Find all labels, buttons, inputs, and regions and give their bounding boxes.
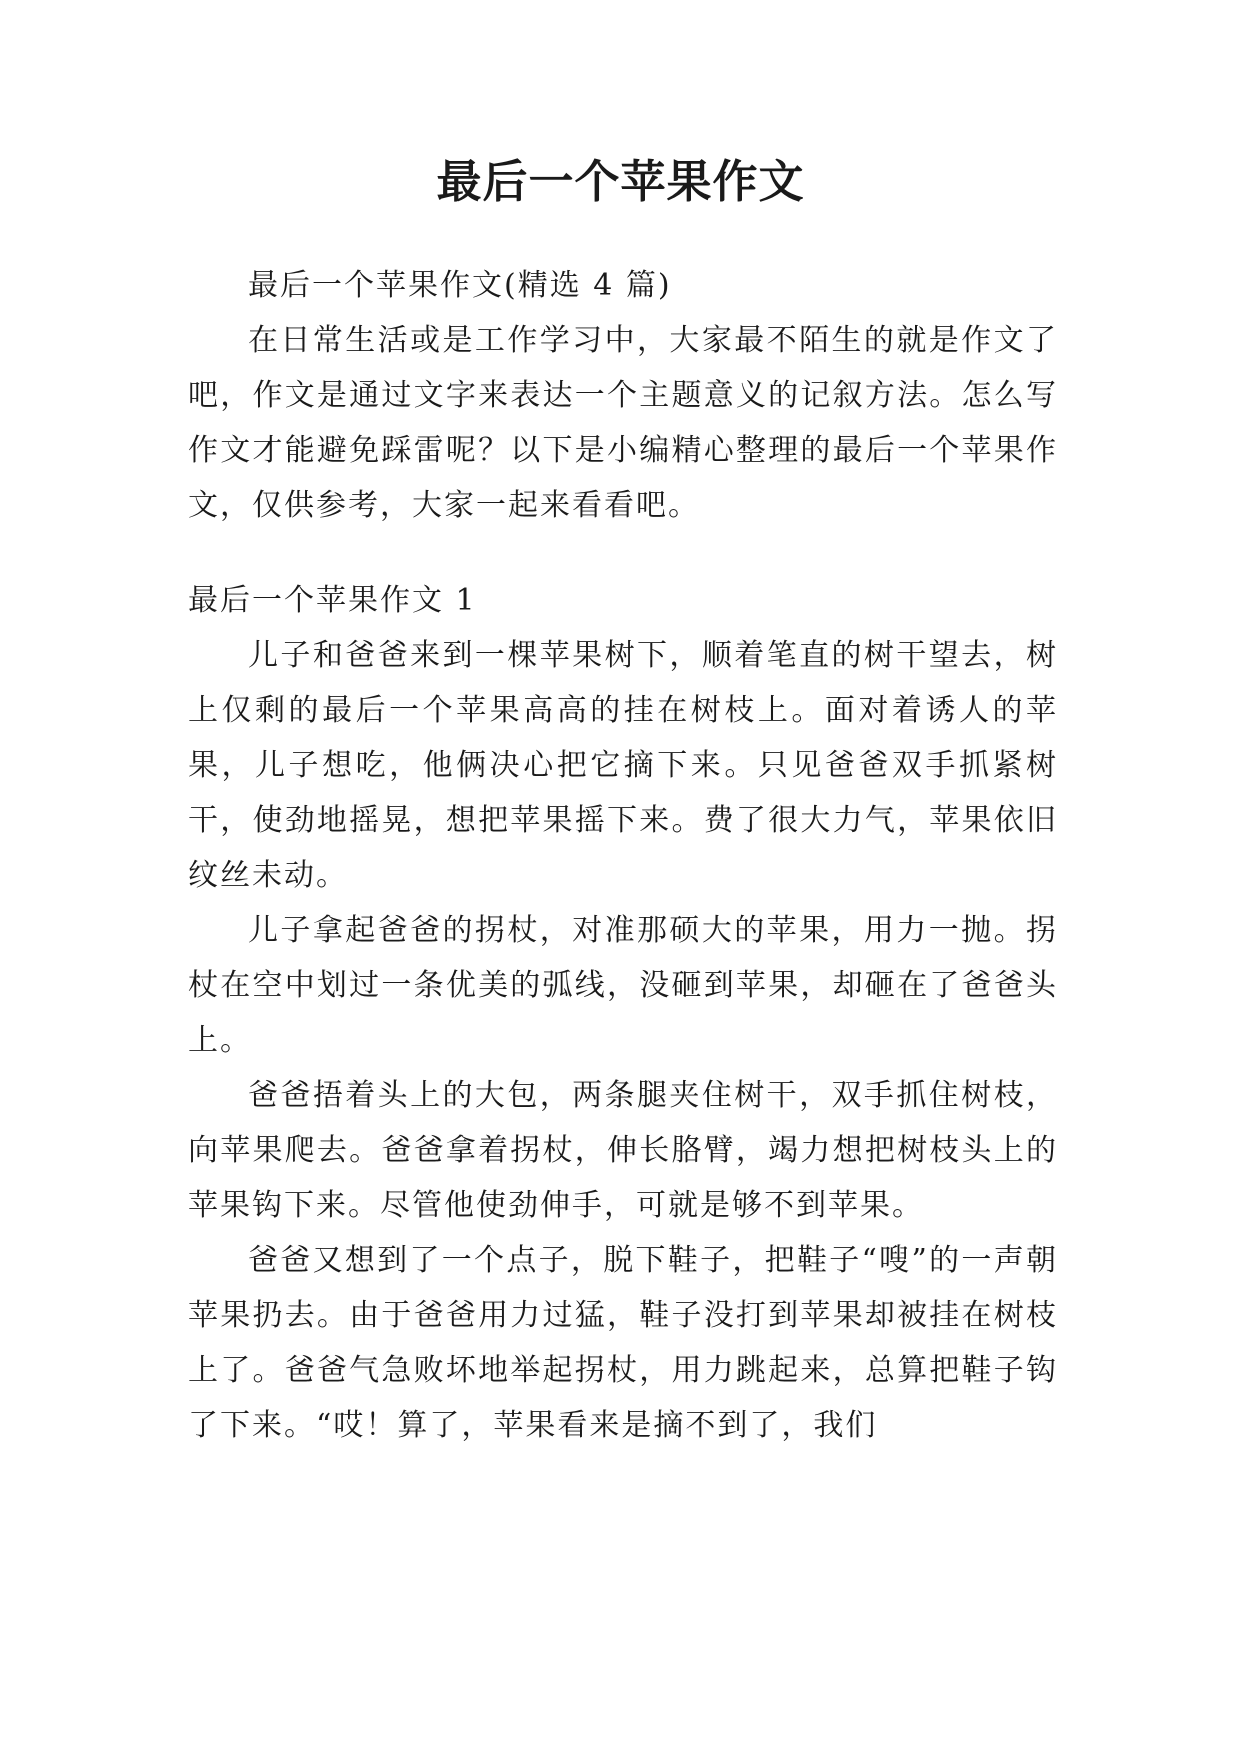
document-body	[188, 258, 1058, 1453]
section-heading: 最后一个苹果作文 1	[188, 583, 477, 618]
document-subtitle: 最后一个苹果作文(精选 4 篇)	[248, 268, 672, 303]
body-paragraph: 儿子和爸爸来到一棵苹果树下，顺着笔直的树干望去，树上仅剩的最后一个苹果高高的挂在树枝上。面对着诱人的苹果，儿子想吃，他俩决心把它摘下来。只见爸爸双手抓紧树干，使劲地摇晃，想把苹果摇下来。费了很大力气，苹果依旧纹丝未动。	[188, 638, 1058, 893]
body-paragraph: 爸爸捂着头上的大包，两条腿夹住树干，双手抓住树枝，向苹果爬去。爸爸拿着拐杖，伸长胳臂，竭力想把树枝头上的苹果钩下来。尽管他使劲伸手，可就是够不到苹果。	[188, 1078, 1058, 1223]
document-title: 最后一个苹果作文	[436, 155, 805, 208]
body-paragraph: 爸爸又想到了一个点子，脱下鞋子，把鞋子“嗖”的一声朝苹果扔去。由于爸爸用力过猛，鞋子没打到苹果却被挂在树枝上了。爸爸气急败坏地举起拐杖，用力跳起来，总算把鞋子钩了下来。“哎！算了，苹果看来是摘不到了，我们	[188, 1243, 1058, 1443]
intro-paragraph: 在日常生活或是工作学习中，大家最不陌生的就是作文了吧，作文是通过文字来表达一个主题意义的记叙方法。怎么写作文才能避免踩雷呢？以下是小编精心整理的最后一个苹果作文，仅供参考，大家一起来看看吧。	[188, 323, 1058, 523]
body-paragraph: 儿子拿起爸爸的拐杖，对准那硕大的苹果，用力一抛。拐杖在空中划过一条优美的弧线，没砸到苹果，却砸在了爸爸头上。	[188, 913, 1058, 1058]
